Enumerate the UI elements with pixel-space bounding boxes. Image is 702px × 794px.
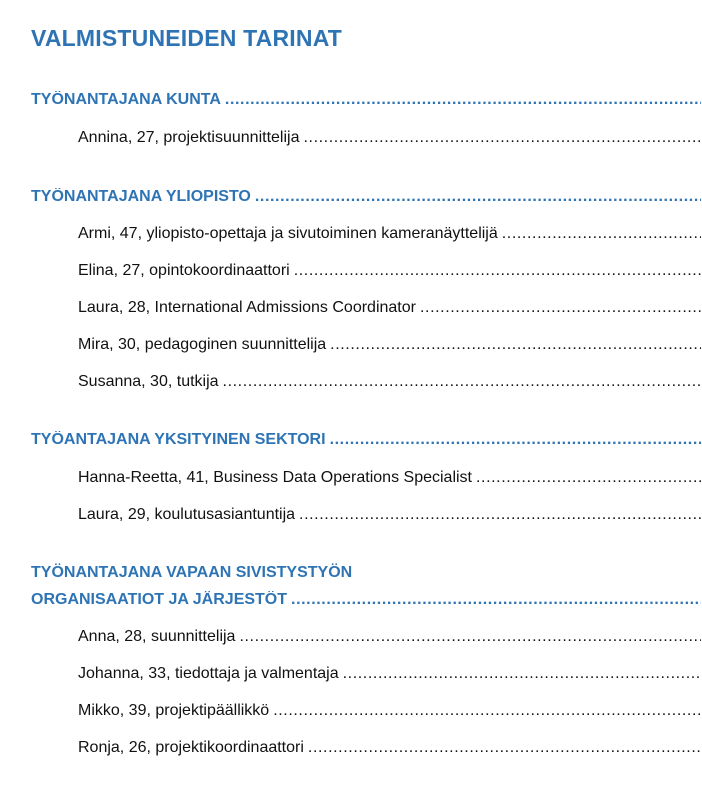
toc-entry[interactable] — [78, 665, 701, 683]
toc-entry-label: Laura, 29, koulutusasiantuntija — [78, 506, 296, 523]
toc-entry-label: Elina, 27, opintokoordinaattori — [78, 262, 290, 279]
dot-leader — [291, 591, 701, 609]
dot-leader — [294, 262, 701, 280]
dot-leader — [502, 225, 701, 243]
toc-entry-label: Armi, 47, yliopisto-opettaja ja sivutoiminen kameranäyttelijä — [78, 225, 498, 242]
section-heading-label: TYÖANTAJANA YKSITYINEN SEKTORI — [31, 431, 326, 448]
dot-leader — [303, 129, 701, 147]
dot-leader — [420, 299, 701, 317]
dot-leader — [330, 431, 701, 449]
toc-entry[interactable] — [78, 225, 701, 243]
toc-title: VALMISTUNEIDEN TARINAT — [31, 25, 343, 51]
toc-entry[interactable] — [78, 628, 701, 646]
dot-leader — [223, 373, 701, 391]
dot-leader — [299, 506, 701, 524]
section-heading-yliopisto[interactable] — [31, 188, 701, 206]
toc-entry-label: Ronja, 26, projektikoordinaattori — [78, 739, 304, 756]
section-heading-yksityinen-sektori[interactable] — [31, 431, 701, 449]
section-heading-label: TYÖNANTAJANA YLIOPISTO — [31, 188, 251, 205]
dot-leader — [225, 91, 701, 109]
toc-entry[interactable] — [78, 373, 701, 391]
toc-entry-label: Johanna, 33, tiedottaja ja valmentaja — [78, 665, 339, 682]
dot-leader — [308, 739, 701, 757]
toc-entry[interactable] — [78, 506, 701, 524]
section-heading-kunta[interactable] — [31, 91, 701, 109]
section-heading-label: TYÖNANTAJANA KUNTA — [31, 91, 221, 108]
toc-entry[interactable] — [78, 129, 701, 147]
dot-leader — [239, 628, 701, 646]
dot-leader — [476, 469, 701, 487]
toc-entry-label: Hanna-Reetta, 41, Business Data Operations Specialist — [78, 469, 472, 486]
toc-entry[interactable] — [78, 739, 701, 757]
dot-leader — [343, 665, 701, 683]
toc-entry[interactable] — [78, 262, 701, 280]
toc-entry-label: Annina, 27, projektisuunnittelija — [78, 129, 300, 146]
dot-leader — [330, 336, 701, 354]
section-heading-label: ORGANISAATIOT JA JÄRJESTÖT — [31, 591, 288, 608]
dot-leader — [273, 702, 701, 720]
section-heading-vapaa-sivistystyo[interactable] — [31, 591, 701, 609]
toc-entry-label: Susanna, 30, tutkija — [78, 373, 219, 390]
toc-entry-label: Mira, 30, pedagoginen suunnittelija — [78, 336, 327, 353]
dot-leader — [255, 188, 701, 206]
toc-entry-label: Laura, 28, International Admissions Coordinator — [78, 299, 416, 316]
toc-entry-label: Mikko, 39, projektipäällikkö — [78, 702, 270, 719]
toc-entry[interactable] — [78, 469, 701, 487]
section-heading-vapaa-sivistystyo-line1[interactable]: TYÖNANTAJANA VAPAAN SIVISTYSTYÖN — [31, 564, 353, 581]
toc-entry[interactable] — [78, 336, 701, 354]
toc-entry[interactable] — [78, 702, 701, 720]
toc-entry-label: Anna, 28, suunnittelija — [78, 628, 236, 645]
toc-entry[interactable] — [78, 299, 701, 317]
